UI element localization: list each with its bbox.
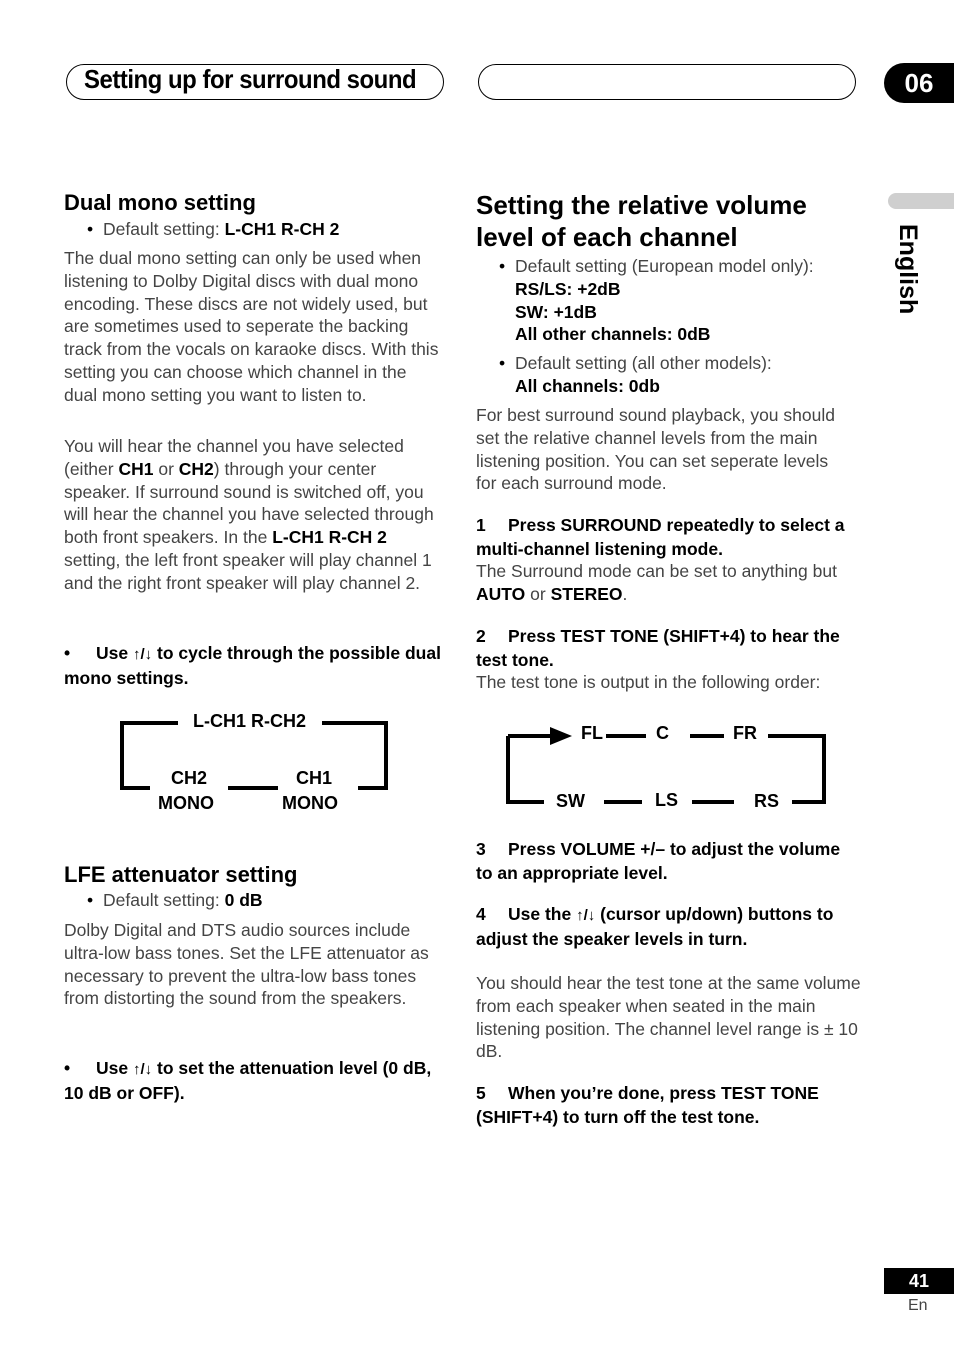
dual-mono-heading: Dual mono setting xyxy=(64,190,256,215)
step-4 xyxy=(476,903,861,951)
step-1-end: . xyxy=(622,583,628,604)
diagram-ch1: CH1 xyxy=(296,768,333,788)
diagram-top-label: L-CH1 R-CH2 xyxy=(193,711,307,731)
p2-text-a: You will hear the channel you have selected (either xyxy=(64,436,404,479)
lfe-paragraph: Dolby Digital and DTS audio sources include ultra-low bass tones. Set the LFE attenuator as necessary to prevent the ultra-low bass tones from distorting the sound from the speakers. xyxy=(64,920,429,1009)
diagram-rs: RS xyxy=(754,791,780,811)
lfe-default xyxy=(103,889,263,912)
step-2-number: 2 xyxy=(476,626,486,646)
page-language: En xyxy=(908,1297,928,1314)
step-2-body: The test tone is output in the following order: xyxy=(476,672,821,692)
diagram-fr: FR xyxy=(733,723,757,743)
header-title: Setting up for surround sound xyxy=(84,64,417,94)
diagram-mono-right: MONO xyxy=(282,793,338,813)
default-other-models-label: • Default setting (all other models): xyxy=(515,353,772,373)
dual-mono-default-label: Default setting: xyxy=(103,219,225,239)
step-1-body xyxy=(476,560,846,606)
diagram-ch2: CH2 xyxy=(171,768,208,788)
step-5-number: 5 xyxy=(476,1083,486,1103)
step-2-text: Press TEST TONE (SHIFT+4) to hear the test tone. xyxy=(476,626,840,670)
dual-mono-step-rest: to cycle through the possible dual mono settings. xyxy=(64,643,441,688)
p2-text-d: setting, the left front speaker will play channel 1 and the right front speaker will play channel 2. xyxy=(64,549,432,593)
default-all-channels: All channels: 0db xyxy=(515,375,660,396)
step-1-or: or xyxy=(525,583,551,604)
dual-mono-default-value: L-CH1 R-CH 2 xyxy=(224,219,340,239)
step-2 xyxy=(476,625,861,672)
step-4-body: You should hear the test tone at the same volume from each speaker when seated in the main listening position. The channel level range is ± 10 dB. xyxy=(476,973,861,1062)
step-5-text: When you’re done, press TEST TONE (SHIFT+4) to turn off the test tone. xyxy=(476,1083,819,1127)
p2-ch1: CH1 xyxy=(118,458,154,479)
dual-mono-paragraph-2 xyxy=(64,435,444,595)
volume-intro: For best surround sound playback, you should set the relative channel levels from the main listening position. You can set seperate levels for each surround mode. xyxy=(476,405,835,494)
lfe-step-rest: to set the attenuation level (0 dB, 10 dB or OFF). xyxy=(64,1058,432,1103)
default-sw: SW: +1dB xyxy=(515,301,597,322)
step-5 xyxy=(476,1082,861,1129)
lfe-default-label: Default setting: xyxy=(103,890,225,910)
language-label: English xyxy=(894,224,922,315)
step-1-number: 1 xyxy=(476,515,486,535)
up-down-arrow-icon: ↑/↓ xyxy=(132,1061,153,1078)
page-number: 41 xyxy=(884,1268,954,1294)
diagram-sw: SW xyxy=(556,791,585,811)
dual-mono-step: • Use ↑/↓ to cycle through the possible dual mono settings. xyxy=(64,643,441,688)
step-4-text-a: Use the xyxy=(508,904,577,924)
p2-lch: L-CH1 R-CH 2 xyxy=(272,527,387,548)
default-other: All other channels: 0dB xyxy=(515,324,711,345)
step-1-stereo: STEREO xyxy=(550,583,623,604)
lfe-step-prefix: Use xyxy=(96,1058,133,1078)
header-blank-frame xyxy=(478,64,856,100)
volume-heading: Setting the relative volume level of each channel xyxy=(476,190,807,252)
chapter-number: 06 xyxy=(884,63,954,103)
diagram-ls: LS xyxy=(655,790,679,810)
default-other-models xyxy=(515,352,855,398)
lfe-heading: LFE attenuator setting xyxy=(64,862,298,887)
up-down-arrow-icon: ↑/↓ xyxy=(132,646,153,663)
dual-mono-paragraph-1: The dual mono setting can only be used when listening to Dolby Digital discs with dual mono encoding. These discs are not widely used, but are sometimes used to seperate the backing track from the vocals on karaoke discs. With this setting you can choose which channel in the dual mono setting you want to listen to. xyxy=(64,248,439,405)
step-1-text: Press SURROUND repeatedly to select a multi-channel listening mode. xyxy=(476,515,845,559)
step-4-text-b: (cursor up/down) buttons to adjust the speaker levels in turn. xyxy=(476,904,834,949)
step-4-number: 4 xyxy=(476,904,486,924)
default-european xyxy=(515,255,855,346)
p2-text-b: or xyxy=(153,458,179,479)
step-1-auto: AUTO xyxy=(476,583,526,604)
up-down-arrow-icon: ↑/↓ xyxy=(576,907,596,924)
lfe-step: • Use ↑/↓ to set the attenuation level (0 dB, 10 dB or OFF). xyxy=(64,1058,432,1103)
p2-text-c: ) through your center speaker. If surround sound is switched off, you will hear the channel you have selected through both front speakers. In the xyxy=(64,458,434,548)
diagram-fl: FL xyxy=(581,723,603,743)
language-tab xyxy=(888,193,954,209)
diagram-mono-left: MONO xyxy=(158,793,214,813)
step-3-number: 3 xyxy=(476,839,486,859)
step-3 xyxy=(476,838,861,885)
p2-ch2: CH2 xyxy=(178,458,214,479)
step-3-text: Press VOLUME +/– to adjust the volume to an appropriate level. xyxy=(476,839,841,883)
step-1-body-text: The Surround mode can be set to anything but xyxy=(476,561,837,581)
step-1 xyxy=(476,514,861,561)
default-rsls: RS/LS: +2dB xyxy=(515,278,621,299)
dual-mono-default xyxy=(103,218,339,241)
dual-mono-step-prefix: Use xyxy=(96,643,133,663)
diagram-c: C xyxy=(656,723,669,743)
lfe-default-value: 0 dB xyxy=(224,890,263,910)
arrow-head-icon xyxy=(550,727,572,745)
default-european-label: • Default setting (European model only): xyxy=(515,256,814,276)
